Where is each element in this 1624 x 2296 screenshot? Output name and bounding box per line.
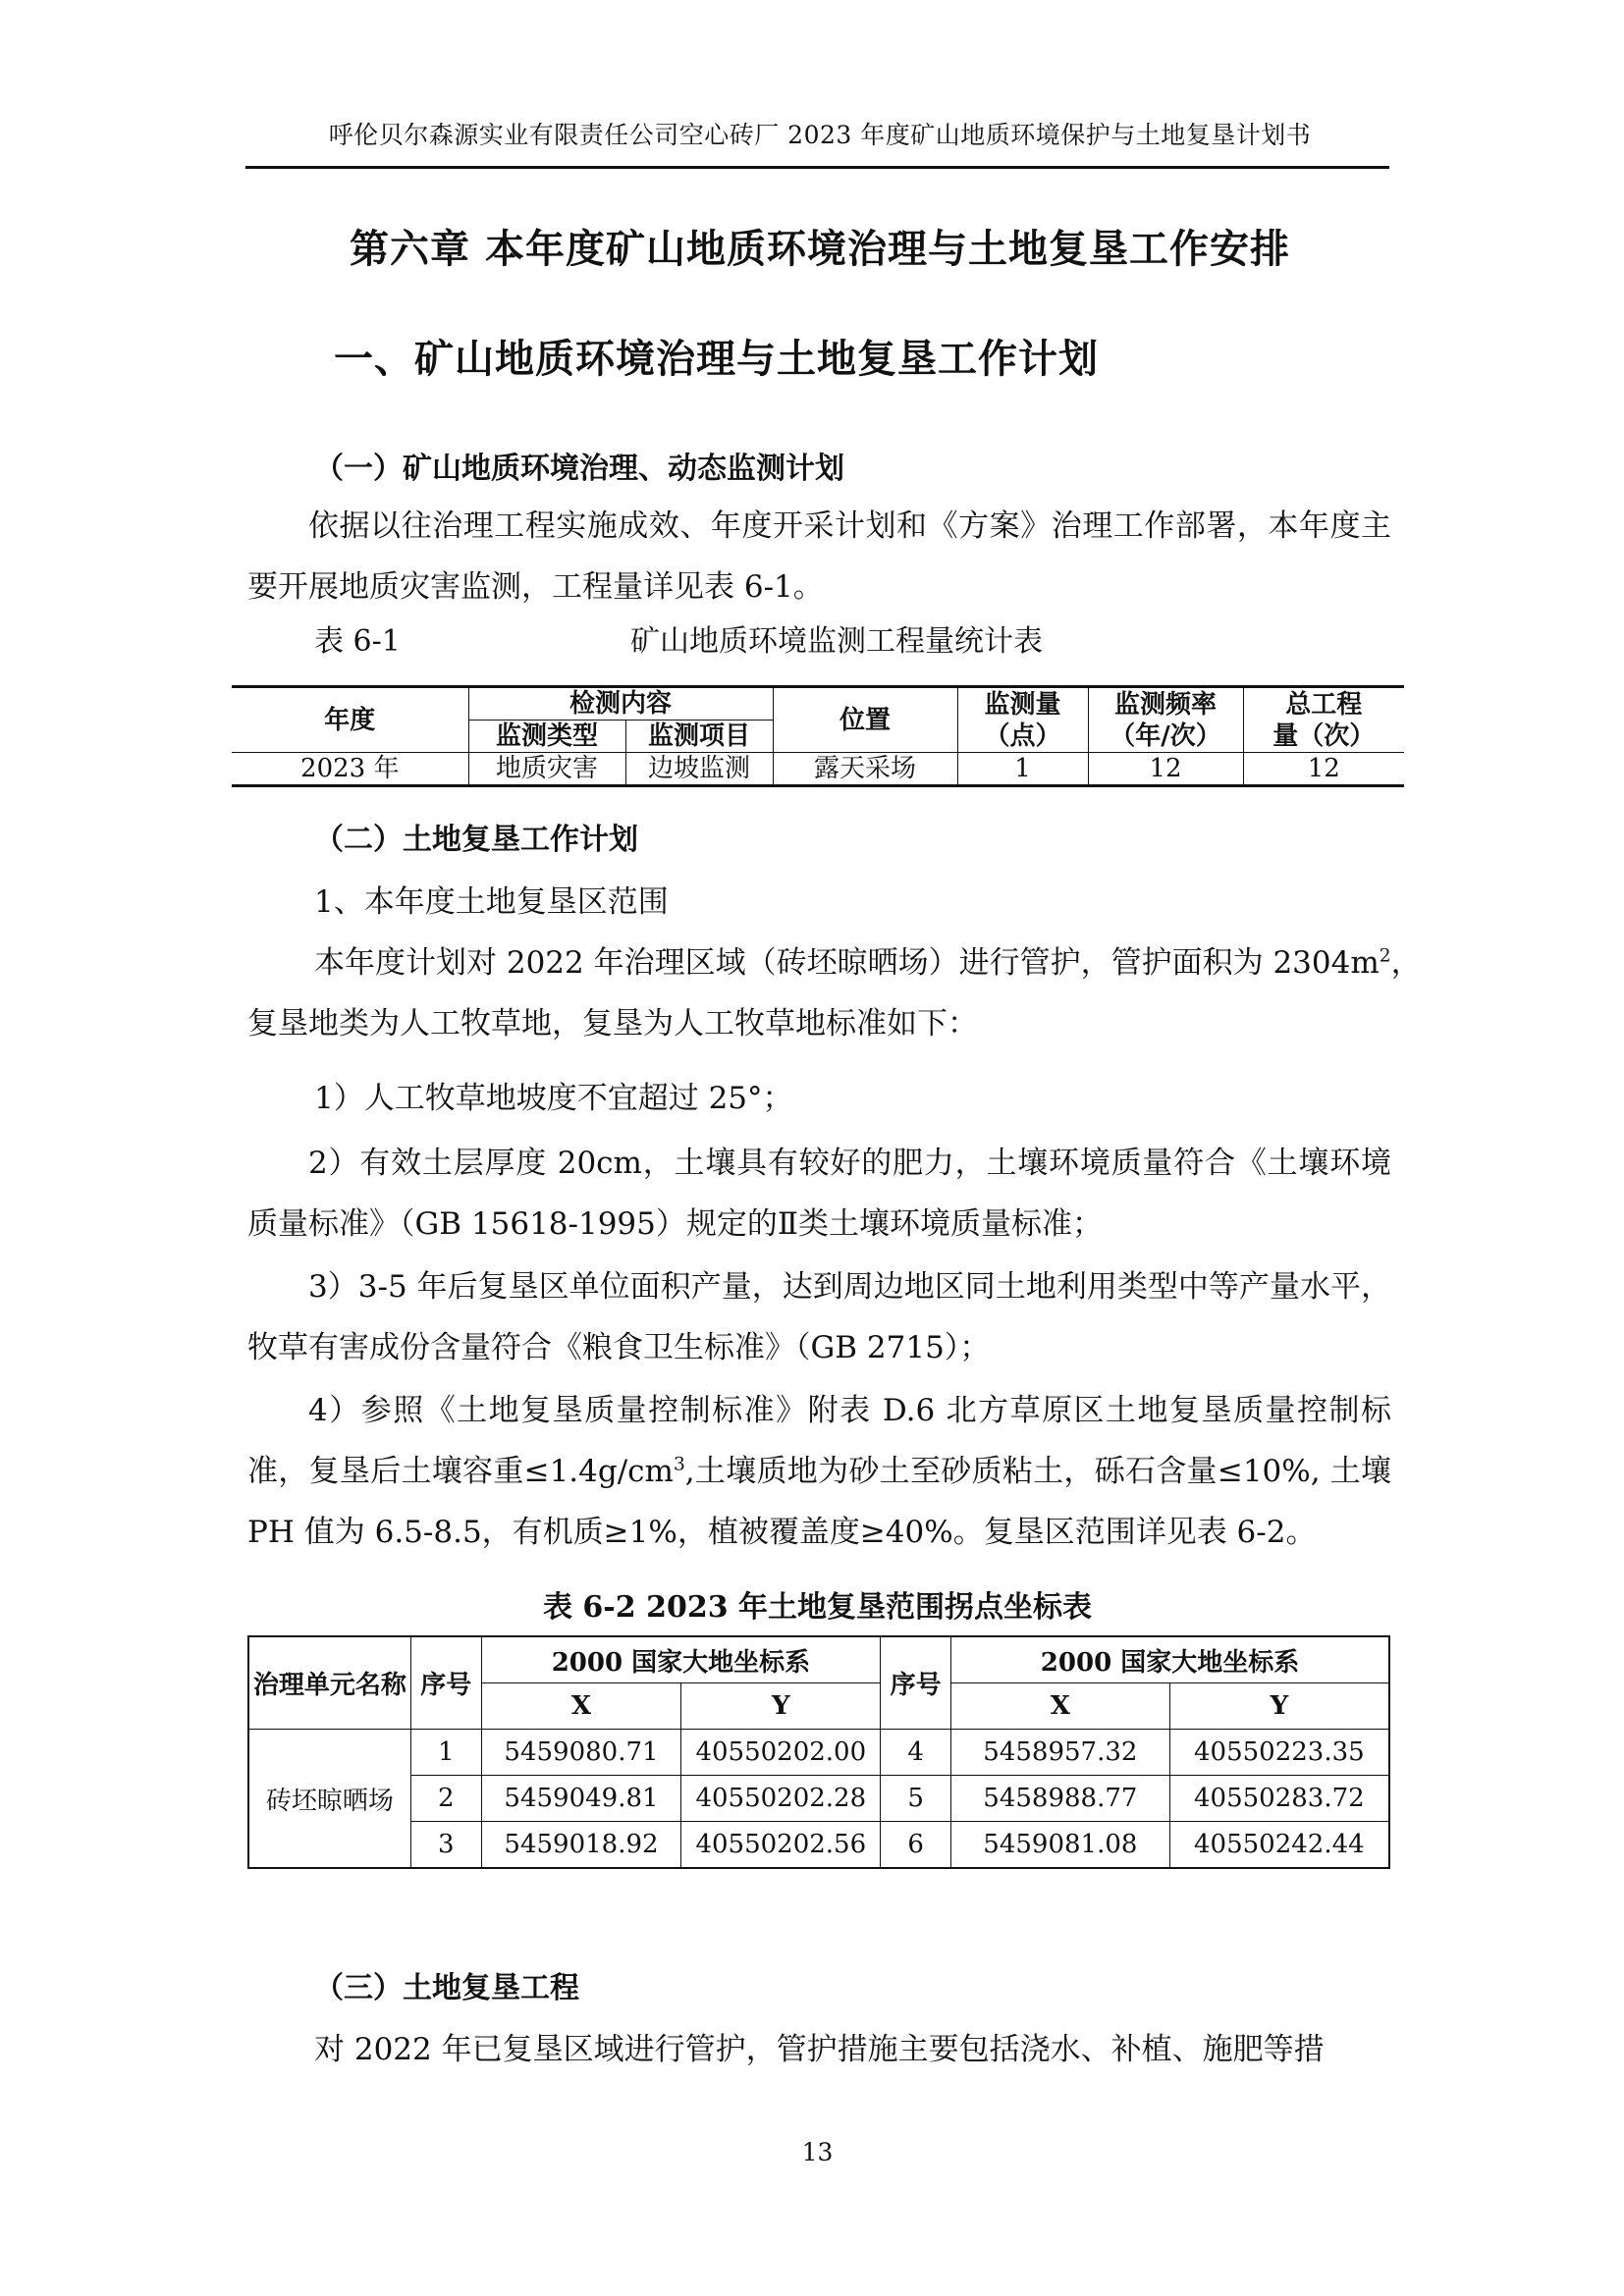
table62-cell-y: 40550202.28 xyxy=(681,1776,881,1822)
table61-caption-number: 表 6-1 xyxy=(314,624,401,659)
table62-cell-y: 40550283.72 xyxy=(1169,1776,1389,1822)
table62-cell-seq: 6 xyxy=(881,1822,951,1869)
table61-header-frequency xyxy=(1088,687,1243,753)
subsection-title-2: （二）土地复垦工作计划 xyxy=(314,823,638,857)
reclamation-coordinates-table xyxy=(247,1635,1390,1869)
table61-caption-title: 矿山地质环境监测工程量统计表 xyxy=(630,624,1043,659)
table-row xyxy=(248,1822,1389,1869)
density-unit-superscript: 3 xyxy=(673,1454,685,1475)
subsection-title-1: （一）矿山地质环境治理、动态监测计划 xyxy=(314,452,844,486)
section-title: 一、矿山地质环境治理与土地复垦工作计划 xyxy=(334,336,1099,382)
table61-header-location: 位置 xyxy=(773,687,957,753)
table61-header-total-line1: 总工程 xyxy=(1285,689,1363,720)
monitoring-workload-table xyxy=(232,685,1404,787)
requirement-1: 1）人工牧草地坡度不宜超过 25°； xyxy=(314,1081,793,1116)
table61-header-type: 监测类型 xyxy=(468,721,625,753)
table62-header-cs-left: 2000 国家大地坐标系 xyxy=(481,1636,881,1683)
table61-cell-item: 边坡监测 xyxy=(625,753,773,786)
chapter-title: 第六章 本年度矿山地质环境治理与土地复垦工作安排 xyxy=(350,226,1290,272)
table62-header-y-right: Y xyxy=(1169,1683,1389,1730)
paragraph-monitoring-plan: 依据以往治理工程实施成效、年度开采计划和《方案》治理工作部署，本年度主要开展地质灾害监测，工程量详见表 6-1。 xyxy=(247,508,1391,605)
table61-header-count-line1: 监测量 xyxy=(984,689,1061,720)
table62-header-seq-left: 序号 xyxy=(410,1636,481,1730)
reclamation-plan-comma: ， xyxy=(1390,945,1422,981)
table62-cell-x: 5459049.81 xyxy=(481,1776,681,1822)
table61-header-total-line2: 量（次） xyxy=(1272,721,1376,751)
area-unit-superscript: 2 xyxy=(1379,945,1391,967)
table61-cell-year: 2023 年 xyxy=(232,753,468,786)
table62-cell-seq: 2 xyxy=(410,1776,481,1822)
reclamation-plan-line2: 复垦地类为人工牧草地，复垦为人工牧草地标准如下： xyxy=(247,1006,978,1041)
table61-header-count xyxy=(957,687,1088,753)
table62-cell-y: 40550202.00 xyxy=(681,1730,881,1776)
table62-cell-y: 40550223.35 xyxy=(1169,1730,1389,1776)
table62-header-x-left: X xyxy=(481,1683,681,1730)
running-header: 呼伦贝尔森源实业有限责任公司空心砖厂 2023 年度矿山地质环境保护与土地复垦计划书 xyxy=(328,121,1312,149)
table61-cell-count: 1 xyxy=(957,753,1088,786)
table62-cell-seq: 3 xyxy=(410,1822,481,1869)
table62-cell-seq: 1 xyxy=(410,1730,481,1776)
table62-caption: 表 6-2 2023 年土地复垦范围拐点坐标表 xyxy=(542,1590,1093,1625)
table62-cell-y: 40550242.44 xyxy=(1169,1822,1389,1869)
table61-header-frequency-line1: 监测频率 xyxy=(1113,689,1217,720)
subsection-title-3: （三）土地复垦工程 xyxy=(314,1971,579,2005)
header-rule xyxy=(245,166,1389,169)
table62-header-seq-right: 序号 xyxy=(881,1636,951,1730)
requirement-4-text: 4）参照《土地复垦质量控制标准》附表 D.6 北方草原区土地复垦质量控制标准，复垦后土壤容重≤1.4g/cm xyxy=(247,1393,1391,1489)
table62-header-x-right: X xyxy=(951,1683,1170,1730)
requirement-4 xyxy=(247,1380,1391,1563)
table62-header-cs-right: 2000 国家大地坐标系 xyxy=(951,1636,1389,1683)
reclamation-plan-text: 本年度计划对 2022 年治理区域（砖坯晾晒场）进行管护，管护面积为 2304m xyxy=(314,945,1380,981)
table61-cell-total: 12 xyxy=(1243,753,1404,786)
table-row xyxy=(248,1730,1389,1776)
table61-cell-location: 露天采场 xyxy=(773,753,957,786)
table62-cell-seq: 4 xyxy=(881,1730,951,1776)
paragraph-reclamation-works: 对 2022 年已复垦区域进行管护，管护措施主要包括浇水、补植、施肥等措 xyxy=(314,2032,1325,2067)
table62-cell-unit: 砖坯晾晒场 xyxy=(248,1730,410,1869)
table62-cell-y: 40550202.56 xyxy=(681,1822,881,1869)
reclamation-plan-line1 xyxy=(314,937,1422,982)
table61-header-year: 年度 xyxy=(232,687,468,753)
table62-header-y-left: Y xyxy=(681,1683,881,1730)
table62-cell-x: 5458957.32 xyxy=(951,1730,1170,1776)
table61-cell-type: 地质灾害 xyxy=(468,753,625,786)
table61-cell-frequency: 12 xyxy=(1088,753,1243,786)
table-row xyxy=(232,753,1404,786)
table61-header-total xyxy=(1243,687,1404,753)
requirement-4-text-cont: ,土壤质地为砂土至砂质粘土，砾石含量≤10%, 土壤 PH 值为 6.5-8.5，有机质≥1%，植被覆盖度≥40%。复垦区范围详见表 6-2。 xyxy=(247,1454,1392,1550)
table62-cell-x: 5459080.71 xyxy=(481,1730,681,1776)
table62-cell-x: 5459018.92 xyxy=(481,1822,681,1869)
table61-header-item: 监测项目 xyxy=(625,721,773,753)
table61-header-frequency-line2: （年/次） xyxy=(1110,721,1221,751)
table62-cell-x: 5458988.77 xyxy=(951,1776,1170,1822)
table62-cell-seq: 5 xyxy=(881,1776,951,1822)
reclamation-scope-heading: 1、本年度土地复垦区范围 xyxy=(314,884,669,920)
table61-header-content: 检测内容 xyxy=(468,687,773,721)
table62-header-unit: 治理单元名称 xyxy=(248,1636,410,1730)
page-number: 13 xyxy=(801,2138,834,2166)
table62-cell-x: 5459081.08 xyxy=(951,1822,1170,1869)
requirement-3: 3）3-5 年后复垦区单位面积产量，达到周边地区同土地利用类型中等产量水平，牧草有害成份含量符合《粮食卫生标准》（GB 2715）； xyxy=(247,1269,1391,1365)
table-row xyxy=(248,1776,1389,1822)
requirement-2: 2）有效土层厚度 20cm，土壤具有较好的肥力，土壤环境质量符合《土壤环境质量标准》（GB 15618-1995）规定的Ⅱ类土壤环境质量标准； xyxy=(247,1146,1391,1242)
table61-header-count-line2: （点） xyxy=(984,721,1061,751)
